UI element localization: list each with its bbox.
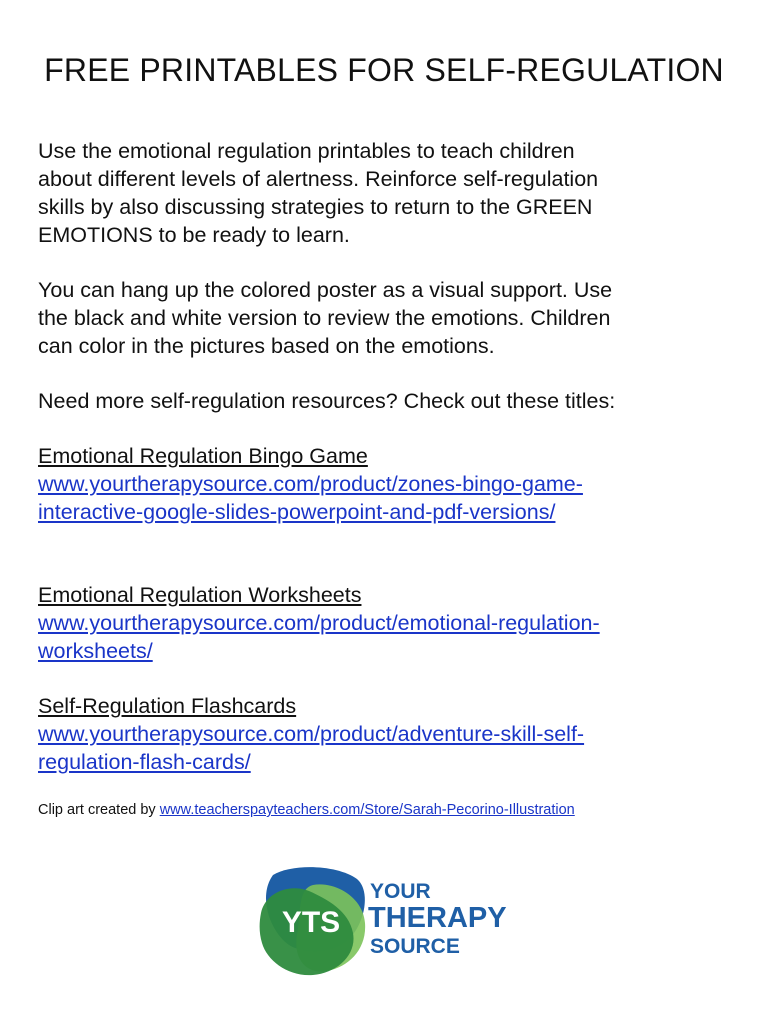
text-line: can color in the pictures based on the emotions. <box>38 334 495 358</box>
page-title: FREE PRINTABLES FOR SELF-REGULATION <box>44 52 724 88</box>
link-line[interactable]: www.yourtherapysource.com/product/emotional-regulation- <box>38 611 600 635</box>
credit-prefix: Clip art created by <box>38 802 160 818</box>
text-line: EMOTIONS to be ready to learn. <box>38 223 350 247</box>
text-line: You can hang up the colored poster as a visual support. Use <box>38 278 613 302</box>
resource-worksheets <box>38 581 738 665</box>
text-line: skills by also discussing strategies to return to the GREEN <box>38 195 593 219</box>
intro-paragraph <box>38 137 738 249</box>
logo-initials: YTS <box>281 906 341 939</box>
logo-line-source: SOURCE <box>370 935 460 958</box>
resource-link[interactable] <box>38 609 738 665</box>
clip-art-credit <box>38 802 758 818</box>
resource-bingo-game <box>38 442 738 526</box>
logo-line-therapy: THERAPY <box>368 902 507 934</box>
resource-flashcards <box>38 692 738 776</box>
link-line[interactable]: interactive-google-slides-powerpoint-and-pdf-versions/ <box>38 500 556 524</box>
text-line: Need more self-regulation resources? Check out these titles: <box>38 389 616 413</box>
link-line[interactable]: worksheets/ <box>38 639 153 663</box>
resource-link[interactable] <box>38 470 738 526</box>
resource-title: Emotional Regulation Worksheets <box>38 583 362 607</box>
text-line: the black and white version to review the emotions. Children <box>38 306 611 330</box>
resource-link[interactable] <box>38 720 738 776</box>
resource-title: Emotional Regulation Bingo Game <box>38 444 368 468</box>
poster-paragraph <box>38 276 738 360</box>
yts-logo <box>253 857 523 982</box>
resource-title: Self-Regulation Flashcards <box>38 694 297 718</box>
text-line: about different levels of alertness. Reinforce self-regulation <box>38 167 599 191</box>
credit-link[interactable]: www.teacherspayteachers.com/Store/Sarah-Pecorino-Illustration <box>159 802 575 818</box>
link-line[interactable]: www.yourtherapysource.com/product/zones-bingo-game- <box>38 472 583 496</box>
link-line[interactable]: regulation-flash-cards/ <box>38 750 251 774</box>
link-line[interactable]: www.yourtherapysource.com/product/adventure-skill-self- <box>38 722 585 746</box>
resources-intro <box>38 387 738 415</box>
text-line: Use the emotional regulation printables to teach children <box>38 139 575 163</box>
logo-line-your: YOUR <box>370 880 431 903</box>
